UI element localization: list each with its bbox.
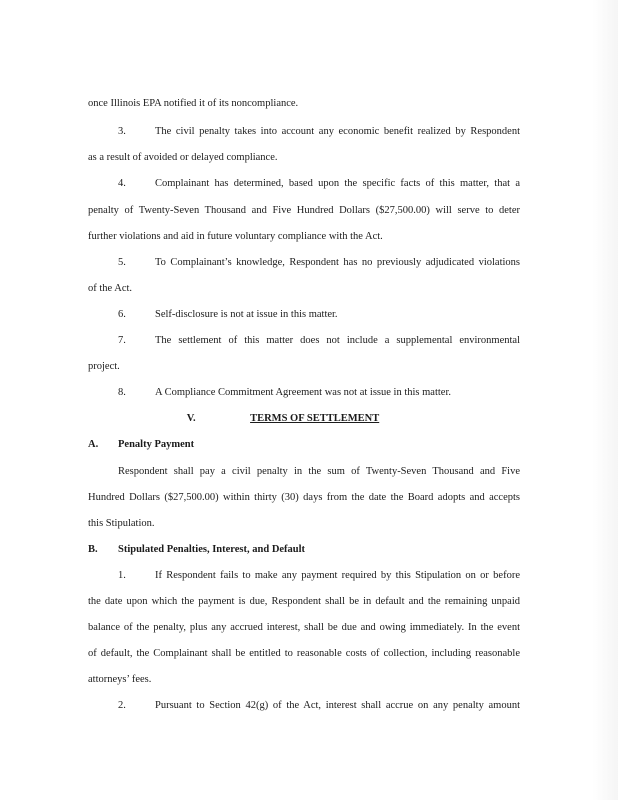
item-number: 6.: [118, 309, 126, 320]
section-heading: [0, 412, 618, 426]
paragraph-line: penalty of Twenty-Seven Thousand and Five Hundred Dollars ($27,500.00) will serve to deter: [88, 205, 520, 216]
paragraph-line: Pursuant to Section 42(g) of the Act, interest shall accrue on any penalty amount: [155, 700, 520, 711]
paragraph-line: once Illinois EPA notified it of its noncompliance.: [88, 98, 299, 109]
item-number: 5.: [118, 257, 126, 268]
paragraph-line: further violations and aid in future voluntary compliance with the Act.: [88, 231, 383, 242]
paragraph-line: balance of the penalty, plus any accrued interest, shall be due and owing immediately. In the event: [88, 622, 520, 633]
subsection-title: Stipulated Penalties, Interest, and Default: [118, 544, 306, 555]
subsection-letter: A.: [88, 439, 99, 450]
section-number: V.: [186, 413, 196, 424]
paragraph-line: Hundred Dollars ($27,500.00) within thirty (30) days from the date the Board adopts and accepts: [88, 492, 520, 503]
item-number: 3.: [118, 126, 126, 137]
paragraph-line: If Respondent fails to make any payment required by this Stipulation on or before: [155, 570, 520, 581]
paragraph-line: of the Act.: [88, 283, 133, 294]
paragraph-line: Self-disclosure is not at issue in this matter.: [155, 309, 338, 320]
section-title: TERMS OF SETTLEMENT: [250, 413, 380, 424]
paragraph-line: The settlement of this matter does not include a supplemental environmental: [155, 335, 520, 346]
paragraph-line: this Stipulation.: [88, 518, 155, 529]
item-number: 1.: [118, 570, 126, 581]
item-number: 7.: [118, 335, 126, 346]
scan-edge-shade: [592, 0, 618, 800]
item-number: 8.: [118, 387, 126, 398]
paragraph-line: The civil penalty takes into account any economic benefit realized by Respondent: [155, 126, 520, 137]
paragraph-line: Respondent shall pay a civil penalty in the sum of Twenty-Seven Thousand and Five: [118, 466, 520, 477]
paragraph-line: the date upon which the payment is due, Respondent shall be in default and the remaining unpaid: [88, 596, 520, 607]
paragraph-line: as a result of avoided or delayed compliance.: [88, 152, 278, 163]
subsection-title: Penalty Payment: [118, 439, 195, 450]
paragraph-line: To Complainant’s knowledge, Respondent has no previously adjudicated violations: [155, 257, 520, 268]
paragraph-line: A Compliance Commitment Agreement was not at issue in this matter.: [155, 387, 451, 398]
paragraph-line: attorneys’ fees.: [88, 674, 152, 685]
subsection-letter: B.: [88, 544, 98, 555]
item-number: 4.: [118, 178, 126, 189]
paragraph-line: project.: [88, 361, 120, 372]
paragraph-line: Complainant has determined, based upon the specific facts of this matter, that a: [155, 178, 520, 189]
item-number: 2.: [118, 700, 126, 711]
paragraph-line: of default, the Complainant shall be entitled to reasonable costs of collection, including reasonable: [88, 648, 520, 659]
